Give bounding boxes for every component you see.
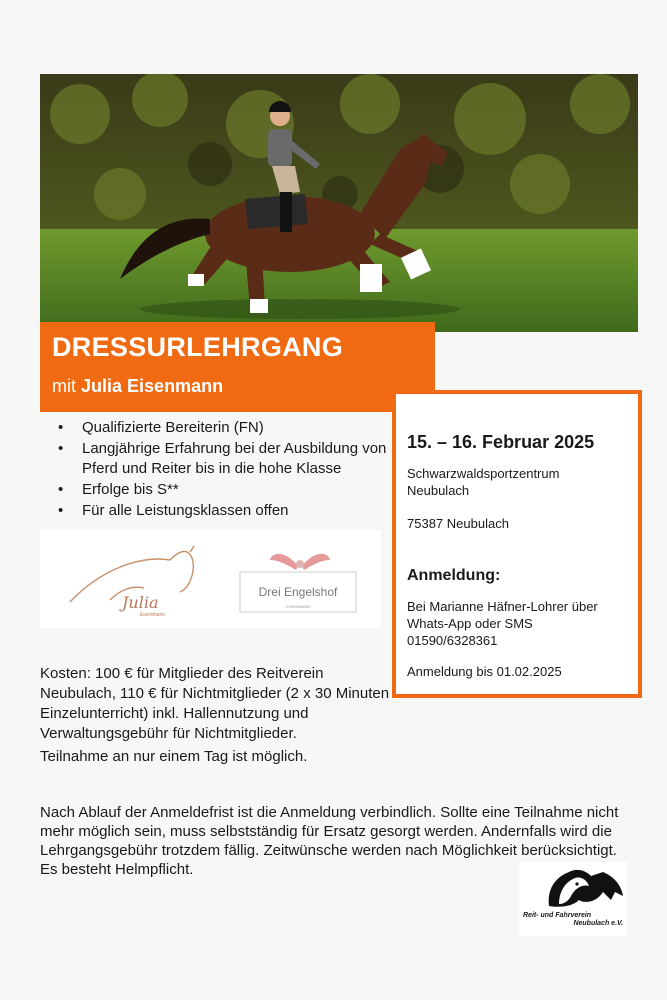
club-name-line: Neubulach e.V. — [573, 920, 623, 927]
contact-line: Whats-App oder SMS — [407, 616, 533, 631]
hero-photo-horse-rider — [40, 74, 638, 332]
list-item: • Qualifizierte Bereiterin (FN) — [82, 418, 390, 438]
event-info-box — [392, 390, 642, 698]
costs-paragraph: Kosten: 100 € für Mitglieder des Reitverein Neubulach, 110 € für Nichtmitglieder (2 x 30 Minuten Einzelunterricht) inkl. Hallennutzung und Verwaltungsgebühr für Nichtmitglieder. — [40, 665, 390, 742]
registration-heading: Anmeldung: — [407, 567, 501, 584]
terms-paragraph: Nach Ablauf der Anmeldefrist ist die Anmeldung verbindlich. Sollte eine Teilnahme nicht mehr möglich sein, muss selbstständig für Ersatz gesorgt werden. Andernfalls wird die Lehrgangsgebühr trotzdem fällig. Zeitwünsche werden nach Möglichkeit berücksichtigt. Es besteht Helmpflicht. — [40, 804, 619, 878]
julia-script-text: Julia — [122, 593, 159, 612]
club-logo — [519, 862, 627, 936]
horse-head-icon — [519, 862, 627, 912]
wings-icon — [270, 554, 330, 570]
logo-graphics — [40, 530, 381, 628]
qualification-list — [40, 418, 390, 522]
registration-deadline: Anmeldung bis 01.02.2025 — [407, 664, 562, 679]
list-item: • Für alle Leistungsklassen offen — [82, 501, 390, 521]
venue-line: Neubulach — [407, 483, 470, 498]
phone-number: 01590/6328361 — [407, 633, 498, 648]
julia-small-text: Eisenmann — [140, 612, 166, 618]
venue-line: Schwarzwaldsportzentrum — [407, 466, 560, 481]
event-date: 15. – 16. Februar 2025 — [407, 432, 595, 452]
event-venue — [407, 465, 638, 499]
instructor-line — [52, 376, 435, 396]
page-title: DRESSURLEHRGANG — [52, 332, 344, 362]
instructor-prefix: mit — [52, 376, 76, 396]
dressage-horse-illustration — [40, 74, 638, 332]
instructor-name: Julia Eisenmann — [81, 376, 224, 396]
club-name-line: Reit- und Fahrverein — [523, 912, 592, 919]
engelshof-name-text: Drei Engelshof — [258, 585, 338, 599]
contact-line: Bei Marianne Häfner-Lohrer über — [407, 599, 598, 614]
single-day-note: Teilnahme an nur einem Tag ist möglich. — [40, 748, 308, 765]
registration-contact — [407, 598, 638, 649]
event-address: 75387 Neubulach — [407, 516, 509, 531]
title-banner — [40, 322, 435, 412]
club-name — [523, 912, 627, 928]
engelshof-small-text: EISENMANN — [286, 604, 310, 609]
list-item: • Erfolge bis S** — [82, 480, 390, 500]
list-item: • Langjährige Erfahrung bei der Ausbildung von Pferd und Reiter bis in die hohe Klasse — [82, 439, 390, 479]
sponsor-logos — [40, 530, 381, 628]
